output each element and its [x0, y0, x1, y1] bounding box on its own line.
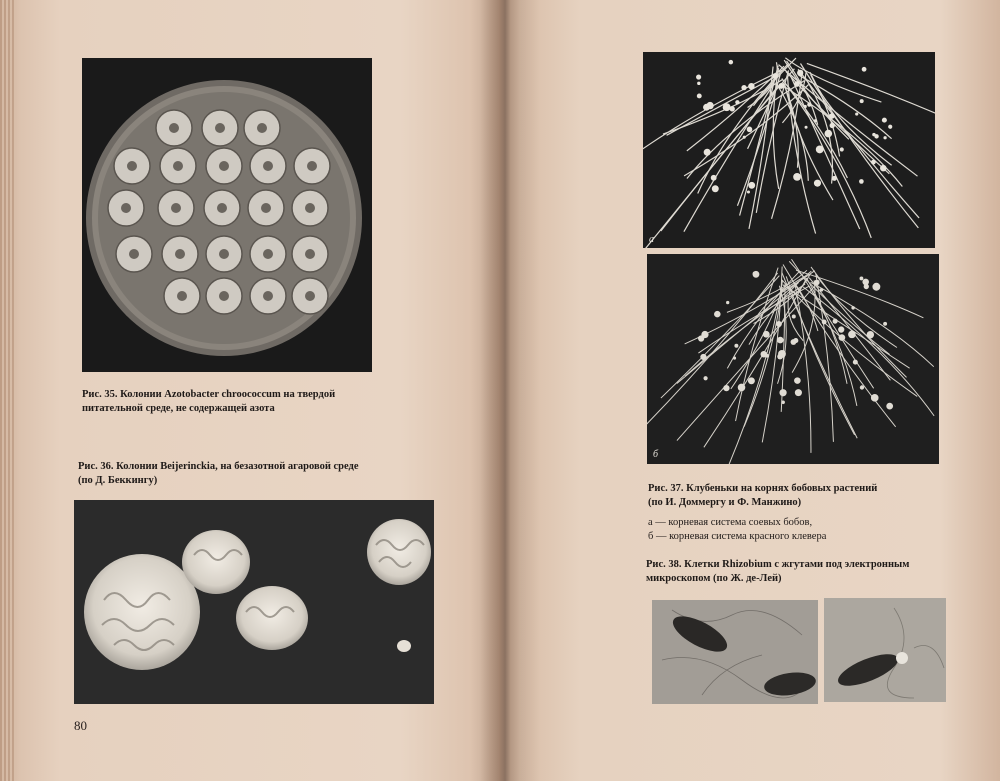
root-nodule	[872, 283, 880, 291]
root-nodule	[779, 389, 786, 396]
root-nodule	[697, 93, 702, 98]
colony-center	[177, 291, 187, 301]
root-nodule	[855, 112, 858, 115]
root-nodule	[807, 103, 811, 107]
root-nodule	[703, 376, 707, 380]
figure-38-photo-left	[652, 600, 818, 704]
root-nodule	[748, 377, 755, 384]
colony-center	[263, 161, 273, 171]
root-nodule	[795, 389, 802, 396]
root-nodule	[860, 99, 864, 103]
root-nodule	[778, 350, 786, 358]
root-nodule	[748, 182, 755, 189]
root-nodule	[704, 149, 711, 156]
page-number: 80	[74, 718, 87, 733]
root-nodule	[805, 126, 808, 129]
figure-37-caption	[648, 482, 948, 544]
colony-center	[263, 249, 273, 259]
colony-center	[305, 203, 315, 213]
root-nodule	[711, 175, 717, 181]
figure-37-caption-line2: (по И. Доммергу и Ф. Манжино)	[648, 497, 802, 508]
root-nodule	[867, 331, 874, 338]
root-nodule	[776, 321, 782, 327]
colony-center	[263, 291, 273, 301]
figure-37-legend-b: б — корневая система красного клевера	[648, 531, 827, 542]
root-nodule	[882, 118, 887, 123]
root-nodule	[763, 331, 770, 338]
red-clover-roots-illustration	[647, 254, 939, 464]
rhizobium-cell-right-illustration	[824, 598, 946, 702]
root-nodule	[748, 83, 754, 89]
colony-center	[121, 203, 131, 213]
root-nodule	[829, 113, 835, 119]
figure-37a-photo	[643, 52, 935, 248]
root-nodule	[862, 67, 867, 72]
root-nodule	[726, 301, 729, 304]
colony-center	[257, 123, 267, 133]
root-nodule	[793, 173, 801, 181]
beijerinckia-colonies-illustration	[74, 500, 434, 704]
root-nodule	[778, 83, 784, 89]
root-nodule	[814, 180, 821, 187]
figure-38-photo-right	[824, 598, 946, 702]
root-nodule	[714, 311, 721, 318]
root-nodule	[822, 319, 827, 324]
root-nodule	[860, 385, 864, 389]
root-nodule	[712, 185, 719, 192]
root-nodule	[830, 123, 835, 128]
root-nodule	[747, 190, 750, 193]
root-nodule	[700, 354, 706, 360]
root-nodule	[853, 360, 858, 365]
root-nodule	[859, 179, 864, 184]
colony-center	[215, 123, 225, 133]
figure-35-caption	[82, 388, 382, 416]
root-nodule	[832, 176, 837, 181]
root-nodule	[794, 81, 800, 87]
root-nodule	[816, 146, 824, 154]
root-nodule	[888, 125, 892, 129]
root-nodule	[733, 357, 736, 360]
rhizobium-cell-left-illustration	[652, 600, 818, 704]
root-nodule	[777, 337, 784, 344]
root-nodule	[814, 280, 820, 286]
figure-36-caption-line1: Рис. 36. Колонии Beijerinckia, на безазотной агаровой среде	[78, 461, 359, 472]
figure-37b-photo	[647, 254, 939, 464]
root-nodule	[871, 394, 879, 402]
colony-center	[129, 249, 139, 259]
figure-38-caption-line2: микроскопом (по Ж. де-Лей)	[646, 573, 782, 584]
root-nodule	[862, 279, 869, 286]
root-nodule	[794, 377, 801, 384]
right-page	[506, 0, 1000, 781]
root-nodule	[781, 401, 785, 405]
root-nodule	[743, 136, 746, 139]
figure-35-photo	[82, 58, 372, 372]
figure-37a-label: а	[649, 234, 654, 245]
root-nodule	[872, 133, 875, 136]
colony-center	[219, 291, 229, 301]
root-nodule	[792, 315, 796, 319]
root-nodule	[860, 277, 864, 281]
figure-38-caption-line1: Рис. 38. Клетки Rhizobium с жгутами под электронным	[646, 559, 910, 570]
root-nodule	[820, 288, 823, 291]
root-nodule	[735, 100, 739, 104]
colony-center	[307, 161, 317, 171]
root-nodule	[883, 322, 887, 326]
colony-center	[261, 203, 271, 213]
root-nodule	[814, 119, 817, 122]
colony-center	[217, 203, 227, 213]
root-nodule	[723, 385, 729, 391]
figure-35-caption-line2: питательной среде, не содержащей азота	[82, 403, 275, 414]
root-nodule	[738, 384, 746, 392]
root-nodule	[741, 85, 746, 90]
root-nodule	[833, 319, 838, 324]
figure-37-legend-a: а — корневая система соевых бобов,	[648, 517, 813, 528]
figure-36-caption-line2: (по Д. Беккингу)	[78, 475, 158, 486]
root-nodule	[766, 354, 770, 358]
root-nodule	[840, 147, 844, 151]
root-nodule	[697, 82, 700, 85]
colony-center	[171, 203, 181, 213]
root-nodule	[848, 331, 856, 339]
root-nodule	[734, 344, 738, 348]
colony-center	[219, 161, 229, 171]
root-nodule	[825, 130, 833, 138]
colony-center	[173, 161, 183, 171]
figure-37-caption-line1: Рис. 37. Клубеньки на корнях бобовых растений	[648, 483, 878, 494]
figure-36-photo	[74, 500, 434, 704]
root-nodule	[883, 136, 886, 139]
root-nodule	[880, 165, 887, 172]
soybean-roots-illustration	[643, 52, 935, 248]
figure-37b-label: б	[653, 449, 659, 460]
colony-center	[169, 123, 179, 133]
colony-center	[305, 291, 315, 301]
root-nodule	[753, 272, 757, 276]
root-nodule	[698, 335, 704, 341]
root-nodule	[797, 70, 803, 76]
root-nodule	[851, 306, 854, 309]
colony-center	[175, 249, 185, 259]
root-nodule	[747, 127, 753, 133]
root-nodule	[839, 334, 846, 341]
root-nodule	[706, 102, 713, 109]
colony-center	[305, 249, 315, 259]
petri-dish-illustration	[82, 58, 372, 372]
root-nodule	[804, 105, 807, 108]
figure-38-caption	[646, 558, 956, 586]
root-nodule	[886, 403, 893, 410]
root-nodule	[723, 103, 731, 111]
colony-center	[127, 161, 137, 171]
figure-35-caption-line1: Рис. 35. Колонии Azotobacter chroococcum на твердой	[82, 389, 336, 400]
figure-36-caption	[78, 460, 398, 488]
root-nodule	[793, 338, 798, 343]
root-nodule	[729, 60, 734, 65]
root-nodule	[773, 74, 778, 79]
root-nodule	[838, 326, 844, 332]
root-nodule	[696, 74, 701, 79]
colony-center	[219, 249, 229, 259]
root-nodule	[871, 160, 876, 165]
